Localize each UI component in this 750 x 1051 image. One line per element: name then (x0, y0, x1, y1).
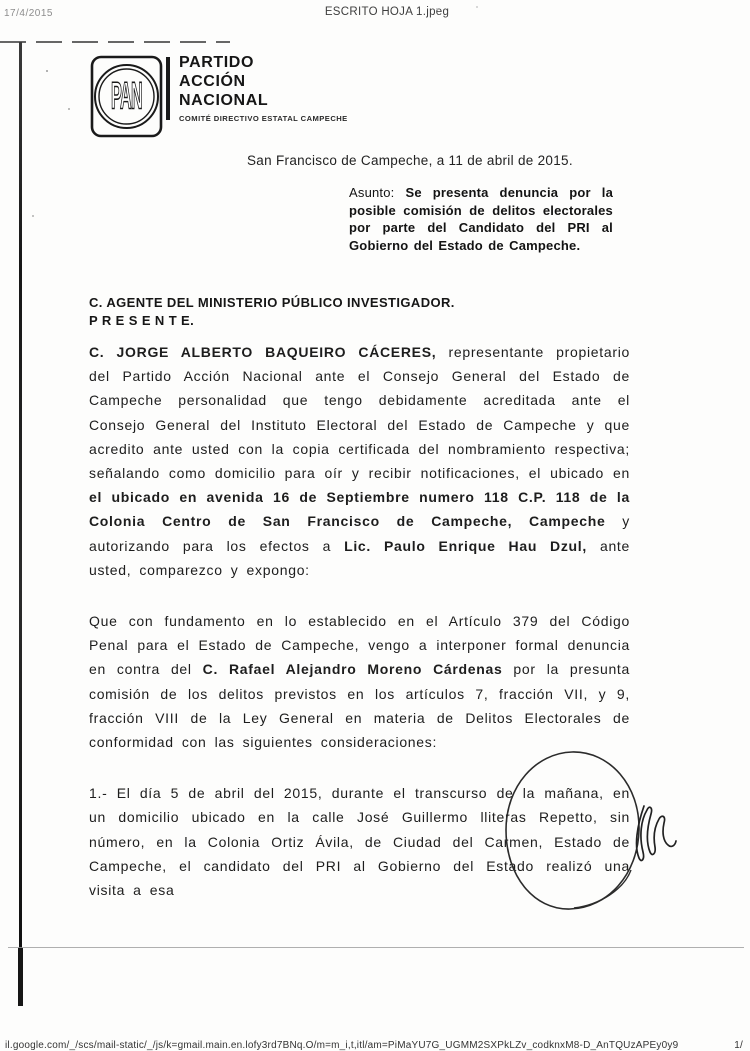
print-header-filename: ESCRITO HOJA 1.jpeg (324, 6, 450, 18)
subject-label: Asunto: (349, 185, 406, 200)
initials-squiggle (637, 806, 676, 860)
party-name-line: ACCIÓN (179, 73, 246, 90)
scan-artifact-bottom-line (8, 947, 744, 948)
paragraph: Que con fundamento en lo establecido en el Artículo 379 del Código Penal para el Estado de Campeche, vengo a interponer formal denuncia en contra del C. Rafael Alejandro Moreno Cárdenas por la presunta comisión de los delitos previstos en los artículos 7, fracción VII, y 9, fracción VIII de la Ley General en materia de Delitos Electorales de conformidad con las siguientes consideraciones: (89, 613, 630, 751)
addressee-block (89, 294, 455, 330)
subject-text: Se presenta denuncia por la posible comisión de delitos electorales por parte del Candidato del PRI al Gobierno del Estado de Campeche. (349, 185, 613, 253)
dateline: San Francisco de Campeche, a 11 de abril de 2015. (247, 153, 573, 168)
scan-artifact-left-edge-lower (18, 948, 23, 1006)
circle-overlap-stroke (574, 870, 631, 908)
scan-artifact-left-edge (19, 42, 22, 948)
pan-logo-text: PAN (111, 76, 142, 118)
party-name-line: NACIONAL (179, 92, 269, 109)
paragraph: C. JORGE ALBERTO BAQUEIRO CÁCERES, representante propietario del Partido Acción Nacional ante el Consejo General del Estado de Campeche personalidad que tengo debidamente acreditada ante el Consejo General del Instituto Electoral del Estado de Campeche y que acredito ante usted con la copia certificada del nombramiento respectiva; señalando como domicilio para oír y recibir notificaciones, el ubicado en el ubicado en avenida 16 de Septiembre numero 118 C.P. 118 de la Colonia Centro de San Francisco de Campeche, Campeche y autorizando para los efectos a Lic. Paulo Enrique Hau Dzul, ante usted, comparezco y expongo: (89, 344, 631, 578)
scan-artifact-top-line (0, 41, 230, 43)
presente-line: P R E S E N T E. (89, 313, 195, 328)
committee-line: COMITÉ DIRECTIVO ESTATAL CAMPECHE (179, 114, 348, 123)
letterhead-divider (166, 57, 170, 120)
print-header-date: 17/4/2015 (4, 8, 53, 19)
paragraph: 1.- El día 5 de abril del 2015, durante el transcurso de la mañana, en un domicilio ubicado en la calle José Guillermo lliteras Repetto, sin número, en la Colonia Ortiz Ávila, de Ciudad del Carmen, Estado de Campeche, el candidato del PRI al Gobierno del Estado realizó una visita a esa (89, 785, 630, 899)
print-footer-page-number: 1/ (734, 1040, 743, 1051)
subject-block (349, 184, 613, 254)
hand-drawn-circle-annotation (498, 742, 688, 917)
addressee-line: C. AGENTE DEL MINISTERIO PÚBLICO INVESTIGADOR. (89, 295, 455, 310)
pan-logo-icon (90, 55, 163, 138)
scan-artifact-specks (46, 70, 48, 72)
print-footer (5, 1040, 745, 1051)
print-footer-url: il.google.com/_/scs/mail-static/_/js/k=gmail.main.en.lofy3rd7BNq.O/m=m_i,t,itl/am=PiMaYU7G_UGMM2SXPkLZv_codknxM8-D_AnTQUzAPEy0y9 (5, 1040, 679, 1051)
circle-stroke (506, 752, 639, 909)
letterhead-text (179, 53, 348, 123)
party-name-line: PARTIDO (179, 54, 255, 71)
